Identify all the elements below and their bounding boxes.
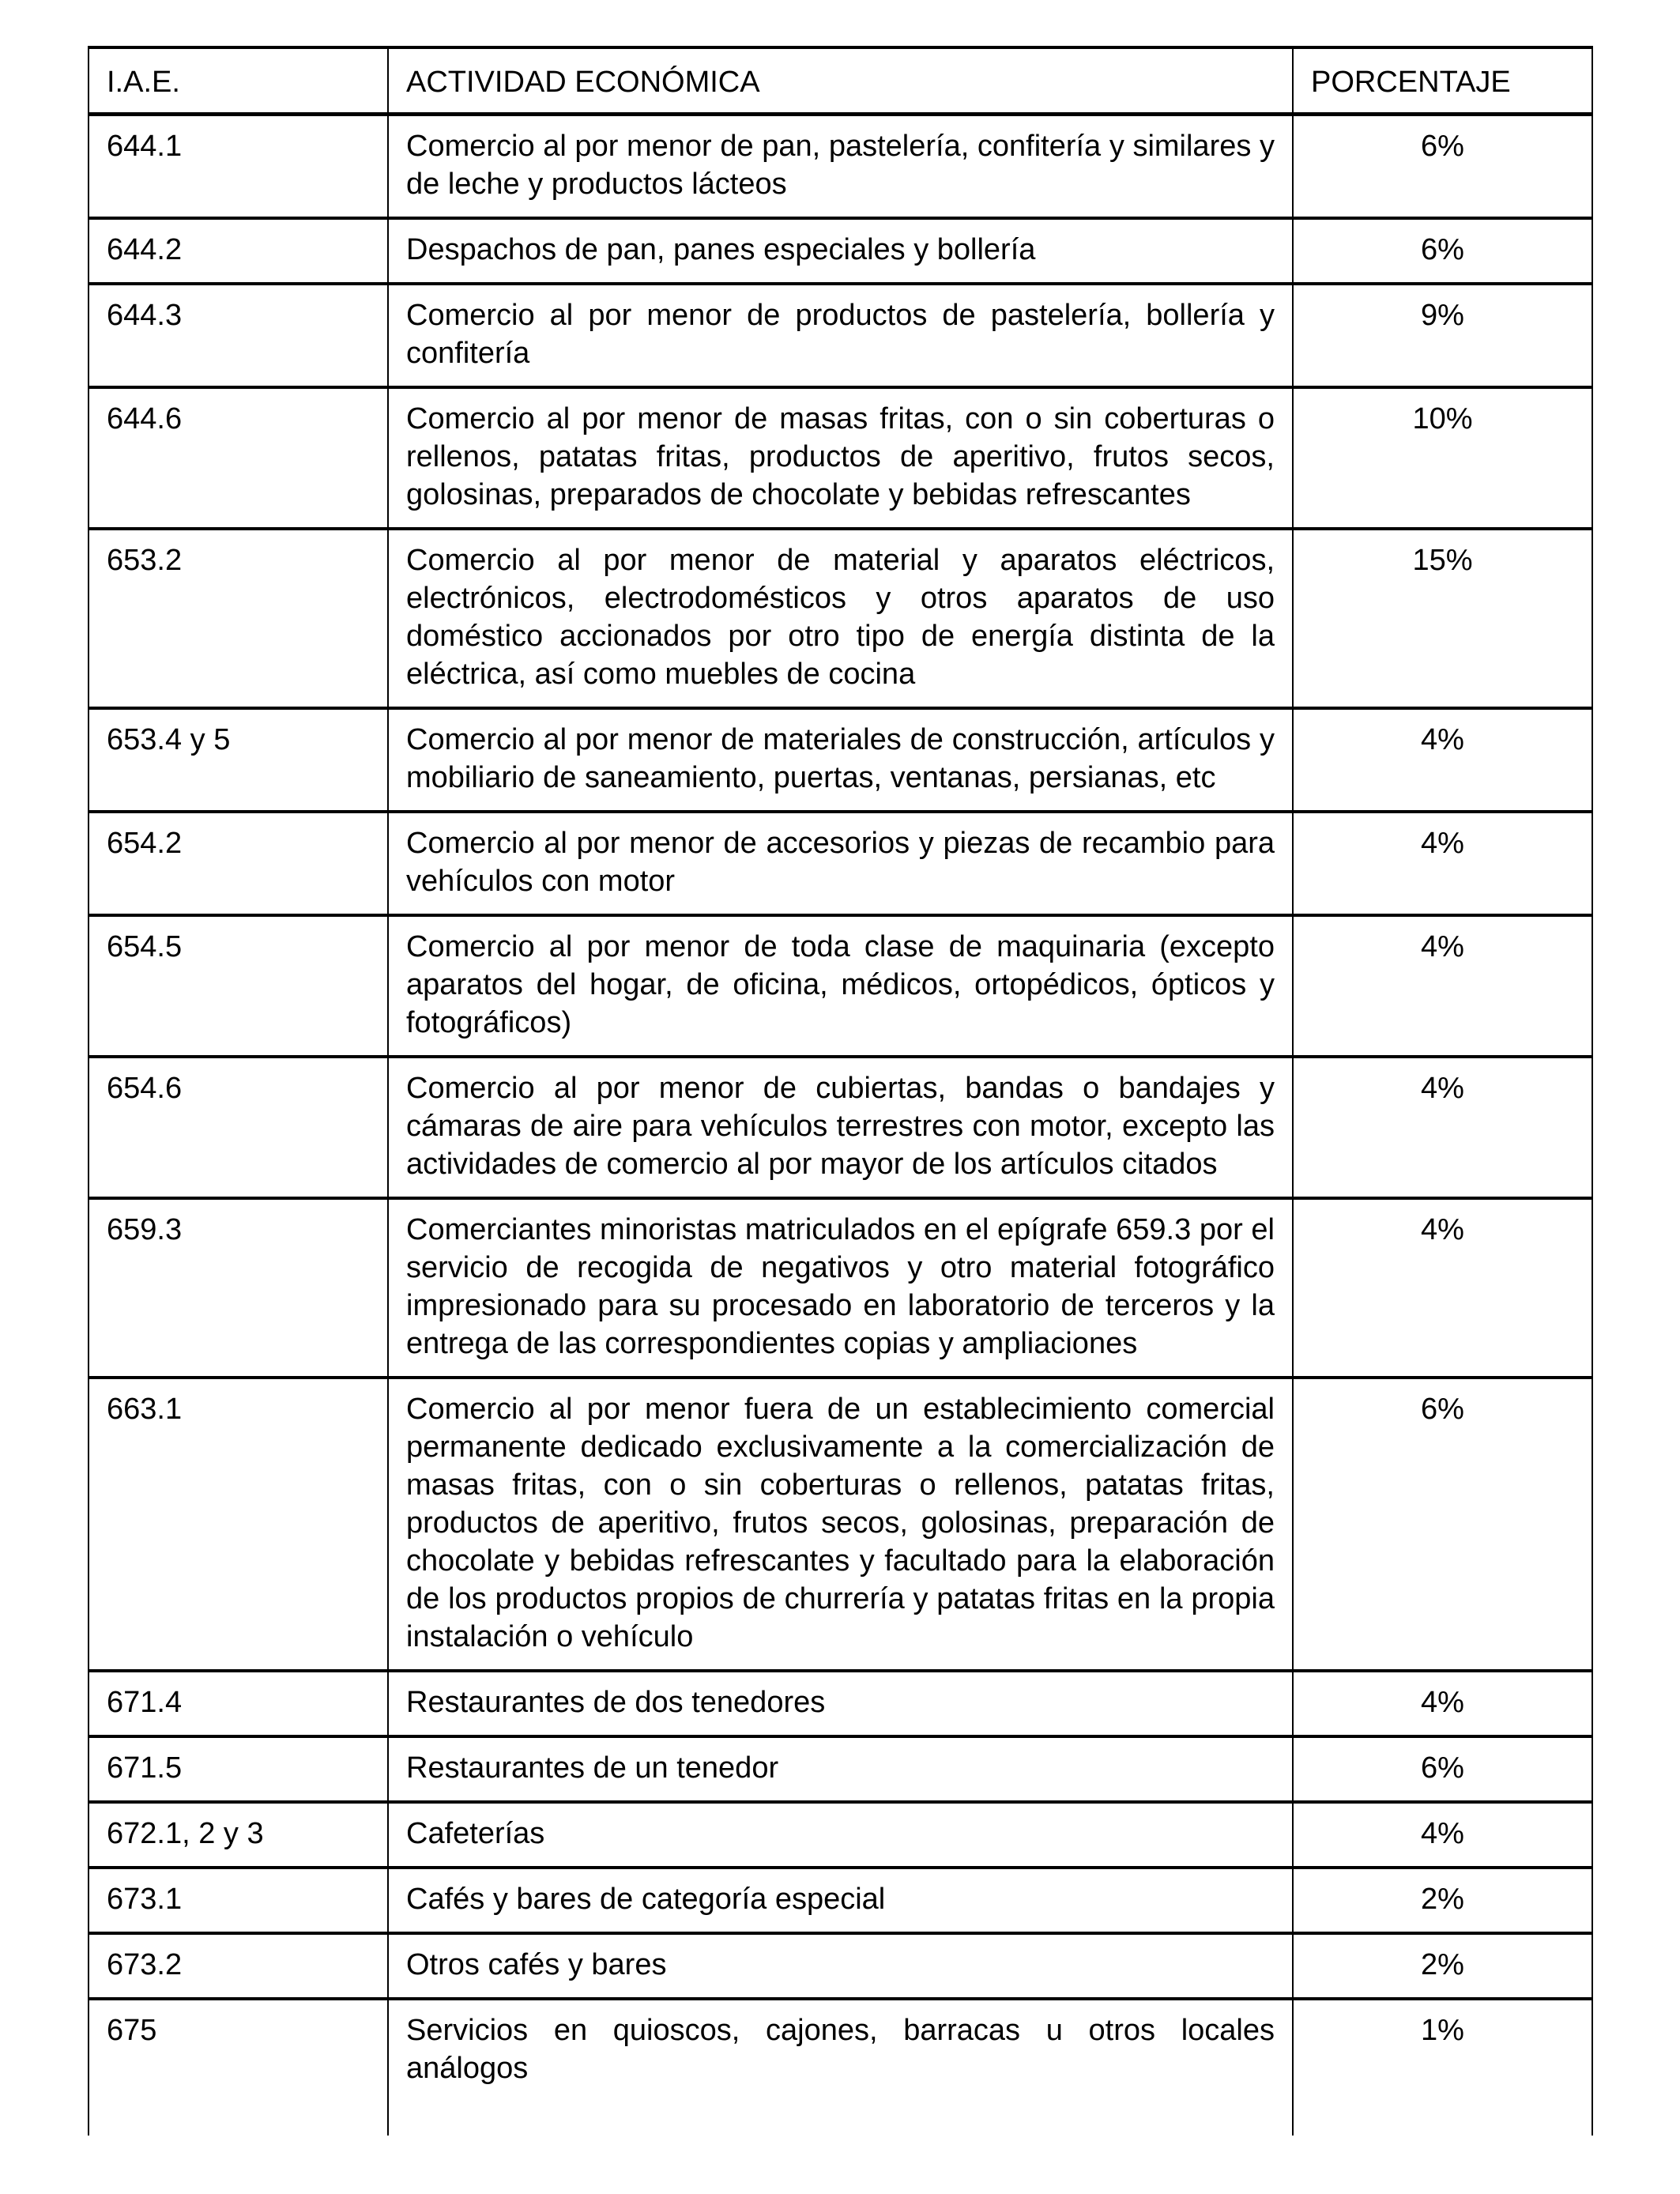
- percent-cell: 9%: [1293, 284, 1592, 387]
- table-row: [89, 1868, 1592, 1933]
- iae-code-cell: 671.4: [89, 1671, 388, 1736]
- table-body: [89, 115, 1592, 2136]
- activity-cell: Comercio al por menor de pan, pastelería, confitería y similares y de leche y productos lácteos: [388, 115, 1293, 219]
- percent-cell: 6%: [1293, 218, 1592, 284]
- percent-cell: 15%: [1293, 529, 1592, 708]
- iae-code-cell: 673.1: [89, 1868, 388, 1933]
- iae-code-cell: 644.1: [89, 115, 388, 219]
- iae-code-cell: 663.1: [89, 1378, 388, 1671]
- table-row: [89, 1198, 1592, 1378]
- iae-code-cell: 654.5: [89, 915, 388, 1057]
- iae-code-cell: 653.2: [89, 529, 388, 708]
- activity-cell: Despachos de pan, panes especiales y bollería: [388, 218, 1293, 284]
- table-row: [89, 529, 1592, 708]
- percent-cell: 6%: [1293, 115, 1592, 219]
- activity-cell: Servicios en quioscos, cajones, barracas u otros locales análogos: [388, 1999, 1293, 2136]
- percent-cell: 4%: [1293, 708, 1592, 812]
- percent-cell: 4%: [1293, 1057, 1592, 1198]
- iae-code-cell: 671.5: [89, 1736, 388, 1802]
- table-row: [89, 915, 1592, 1057]
- header-percent: PORCENTAJE: [1293, 47, 1592, 115]
- activity-cell: Restaurantes de dos tenedores: [388, 1671, 1293, 1736]
- activity-cell: Otros cafés y bares: [388, 1933, 1293, 1999]
- percent-cell: 10%: [1293, 387, 1592, 529]
- activity-cell: Comercio al por menor de materiales de construcción, artículos y mobiliario de saneamiento, puertas, ventanas, persianas, etc: [388, 708, 1293, 812]
- activity-cell: Restaurantes de un tenedor: [388, 1736, 1293, 1802]
- table-row: [89, 1057, 1592, 1198]
- iae-activity-table: [88, 46, 1593, 2136]
- header-activity: ACTIVIDAD ECONÓMICA: [388, 47, 1293, 115]
- activity-cell: Comercio al por menor de toda clase de maquinaria (excepto aparatos del hogar, de oficina, médicos, ortopédicos, ópticos y fotográficos): [388, 915, 1293, 1057]
- iae-code-cell: 659.3: [89, 1198, 388, 1378]
- table-header-row: [89, 47, 1592, 115]
- activity-cell: Comerciantes minoristas matriculados en el epígrafe 659.3 por el servicio de recogida de negativos y otro material fotográfico impresionado para su procesado en laboratorio de terceros y la entrega de las correspondientes copias y ampliaciones: [388, 1198, 1293, 1378]
- iae-code-cell: 672.1, 2 y 3: [89, 1802, 388, 1868]
- activity-cell: Comercio al por menor de masas fritas, con o sin coberturas o rellenos, patatas fritas, productos de aperitivo, frutos secos, golosinas, preparados de chocolate y bebidas refrescantes: [388, 387, 1293, 529]
- table-row: [89, 1802, 1592, 1868]
- percent-cell: 6%: [1293, 1736, 1592, 1802]
- percent-cell: 2%: [1293, 1868, 1592, 1933]
- table-row: [89, 284, 1592, 387]
- iae-code-cell: 675: [89, 1999, 388, 2136]
- table-row: [89, 1999, 1592, 2136]
- table-row: [89, 218, 1592, 284]
- iae-code-cell: 654.6: [89, 1057, 388, 1198]
- table-row: [89, 1933, 1592, 1999]
- table-row: [89, 708, 1592, 812]
- iae-code-cell: 653.4 y 5: [89, 708, 388, 812]
- percent-cell: 4%: [1293, 812, 1592, 915]
- activity-cell: Cafés y bares de categoría especial: [388, 1868, 1293, 1933]
- activity-cell: Comercio al por menor fuera de un establecimiento comercial permanente dedicado exclusivamente a la comercialización de masas fritas, con o sin coberturas o rellenos, patatas fritas, productos de aperitivo, frutos secos, golosinas, preparación de chocolate y bebidas refrescantes y facultado para la elaboración de los productos propios de churrería y patatas fritas en la propia instalación o vehículo: [388, 1378, 1293, 1671]
- table-row: [89, 115, 1592, 219]
- activity-cell: Comercio al por menor de accesorios y piezas de recambio para vehículos con motor: [388, 812, 1293, 915]
- percent-cell: 4%: [1293, 1802, 1592, 1868]
- iae-code-cell: 673.2: [89, 1933, 388, 1999]
- activity-cell: Comercio al por menor de material y aparatos eléctricos, electrónicos, electrodomésticos y otros aparatos de uso doméstico accionados por otro tipo de energía distinta de la eléctrica, así como muebles de cocina: [388, 529, 1293, 708]
- activity-cell: Comercio al por menor de productos de pastelería, bollería y confitería: [388, 284, 1293, 387]
- iae-code-cell: 644.2: [89, 218, 388, 284]
- percent-cell: 2%: [1293, 1933, 1592, 1999]
- iae-code-cell: 644.6: [89, 387, 388, 529]
- header-iae: I.A.E.: [89, 47, 388, 115]
- percent-cell: 4%: [1293, 1671, 1592, 1736]
- activity-cell: Comercio al por menor de cubiertas, bandas o bandajes y cámaras de aire para vehículos terrestres con motor, excepto las actividades de comercio al por mayor de los artículos citados: [388, 1057, 1293, 1198]
- percent-cell: 4%: [1293, 915, 1592, 1057]
- iae-code-cell: 644.3: [89, 284, 388, 387]
- percent-cell: 6%: [1293, 1378, 1592, 1671]
- iae-code-cell: 654.2: [89, 812, 388, 915]
- percent-cell: 4%: [1293, 1198, 1592, 1378]
- table-row: [89, 387, 1592, 529]
- table-row: [89, 812, 1592, 915]
- table-row: [89, 1736, 1592, 1802]
- activity-cell: Cafeterías: [388, 1802, 1293, 1868]
- table-row: [89, 1378, 1592, 1671]
- table-row: [89, 1671, 1592, 1736]
- percent-cell: 1%: [1293, 1999, 1592, 2136]
